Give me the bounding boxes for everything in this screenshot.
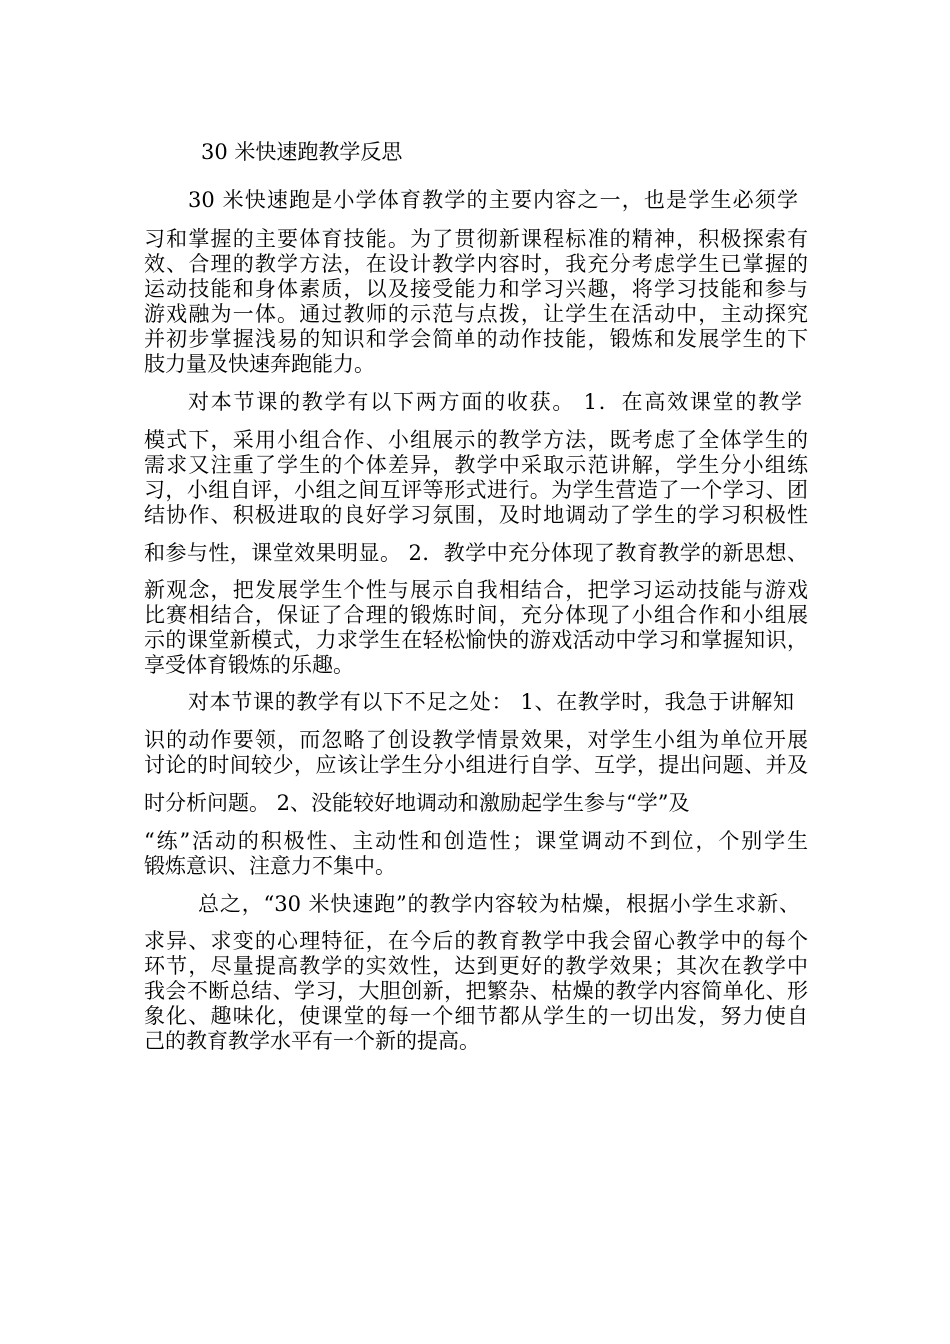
paragraph-line: 新观念，把发展学生个性与展示自我相结合，把学习运动技能与游戏 [144,578,808,602]
paragraph-line: 对本节课的教学有以下不足之处： 1、在教学时，我急于讲解知 [188,690,794,714]
paragraph-line: 效、合理的教学方法，在设计教学内容时，我充分考虑学生已掌握的 [144,252,808,276]
paragraph-line: 我会不断总结、学习，大胆创新，把繁杂、枯燥的教学内容简单化、形 [144,979,808,1003]
document-title: 30 米快速跑教学反思 [201,140,403,164]
paragraph-line: 讨论的时间较少，应该让学生分小组进行自学、互学，提出问题、并及 [144,753,808,777]
paragraph-line: 30 米快速跑是小学体育教学的主要内容之一，也是学生必须学 [188,188,798,212]
paragraph-line: 识的动作要领，而忽略了创设教学情景效果，对学生小组为单位开展 [144,728,808,752]
paragraph-line: 环节，尽量提高教学的实效性，达到更好的教学效果；其次在教学中 [144,954,808,978]
paragraph-line: 习，小组自评，小组之间互评等形式进行。为学生营造了一个学习、团 [144,478,808,502]
paragraph-line: “练”活动的积极性、主动性和创造性；课堂调动不到位，个别学生 [144,829,808,853]
paragraph-line: 肢力量及快速奔跑能力。 [144,352,375,376]
paragraph-line: 求异、求变的心理特征，在今后的教育教学中我会留心教学中的每个 [144,929,808,953]
paragraph-line: 时分析问题。 2、没能较好地调动和激励起学生参与“学”及 [144,791,690,815]
paragraph-line: 结协作、积极进取的良好学习氛围，及时地调动了学生的学习积极性 [144,503,808,527]
paragraph-line: 享受体育锻炼的乐趣。 [144,653,354,677]
paragraph-line: 总之，“30 米快速跑”的教学内容较为枯燥，根据小学生求新、 [198,892,800,916]
paragraph-line: 模式下，采用小组合作、小组展示的教学方法，既考虑了全体学生的 [144,428,808,452]
paragraph-line: 需求又注重了学生的个体差异，教学中采取示范讲解，学生分小组练 [144,453,808,477]
paragraph-line: 己的教育教学水平有一个新的提高。 [144,1029,480,1053]
paragraph-line: 比赛相结合，保证了合理的锻炼时间，充分体现了小组合作和小组展 [144,603,808,627]
paragraph-line: 并初步掌握浅易的知识和学会简单的动作技能，锻炼和发展学生的下 [144,327,808,351]
paragraph-line: 锻炼意识、注意力不集中。 [144,854,396,878]
paragraph-line: 游戏融为一体。通过教师的示范与点拨，让学生在活动中，主动探究 [144,302,808,326]
paragraph-line: 运动技能和身体素质，以及接受能力和学习兴趣，将学习技能和参与 [144,277,808,301]
paragraph-line: 和参与性，课堂效果明显。 2．教学中充分体现了教育教学的新思想、 [144,541,808,565]
paragraph-line: 习和掌握的主要体育技能。为了贯彻新课程标准的精神，积极探索有 [144,227,808,251]
paragraph-line: 象化、趣味化，使课堂的每一个细节都从学生的一切出发，努力使自 [144,1004,808,1028]
paragraph-line: 对本节课的教学有以下两方面的收获。 1．在高效课堂的教学 [188,390,802,414]
paragraph-line: 示的课堂新模式，力求学生在轻松愉快的游戏活动中学习和掌握知识， [144,628,808,652]
